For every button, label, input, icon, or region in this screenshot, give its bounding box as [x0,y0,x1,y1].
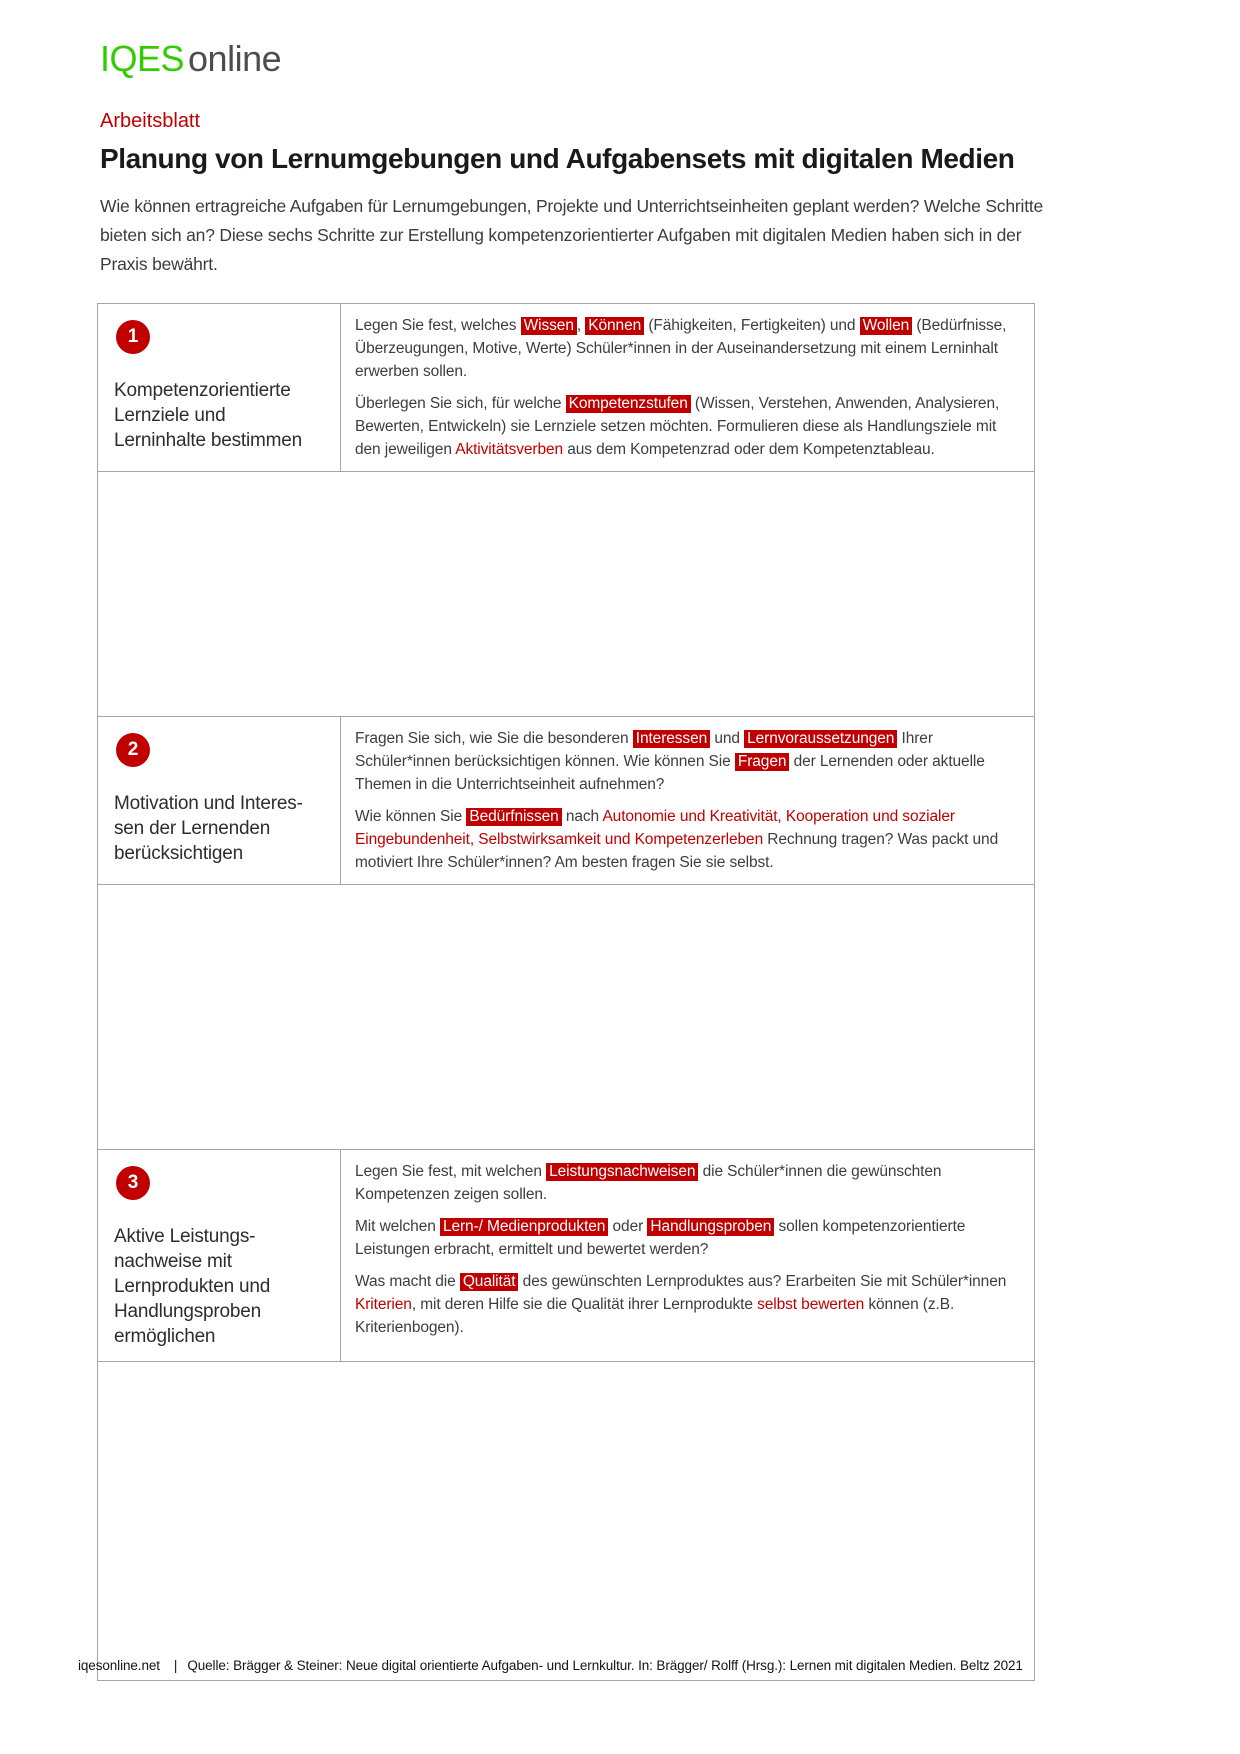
highlighted-term: Wollen [860,317,913,335]
highlighted-term: Kompetenzstufen [566,395,691,413]
red-term: selbst bewerten [757,1296,865,1313]
red-term: Aktivitätsverben [455,441,564,458]
writing-area [98,1362,1034,1680]
highlighted-term: Können [585,317,644,335]
red-term: Kriterien [355,1296,412,1313]
document-type-label: Arbeitsblatt [100,110,201,132]
highlighted-term: Lernvoraussetzungen [744,730,897,748]
step-header-row [98,717,1034,885]
step-label: Motivation und Interes- sen der Lernenden berücksichtigen [114,793,303,864]
step-header-row [98,1150,1034,1362]
highlighted-term: Leistungsnachweisen [546,1163,698,1181]
footer-site: iqesonline.net [78,1658,160,1673]
intro-paragraph: Wie können ertragreiche Aufgaben für Lernumgebungen, Projekte und Unterrichtseinheiten geplant werden? Welche Schritte bieten sich an? Diese sechs Schritte zur Erstellung kompetenzorientierter Aufgaben mit digitalen Medien haben sich in der Praxis bewährt. [100,196,1044,274]
step-number: 2 [127,739,139,760]
highlighted-term: Fragen [735,753,790,771]
footer-separator: | [173,1658,178,1673]
step-description-paragraph: Fragen Sie sich, wie Sie die besonderen Interessen und Lernvoraussetzungen Ihrer Schüler*innen berücksichtigen können. Wie können Sie Fragen der Lernenden oder aktuelle Themen in die Unterrichtseinheit aufnehmen? [355,730,985,793]
step-number-badge [116,733,150,767]
highlighted-term: Lern-/ Medienprodukten [440,1218,608,1236]
step-number-badge [116,320,150,354]
page-title: Planung von Lernumgebungen und Aufgabensets mit digitalen Medien [100,143,1015,174]
footer-source: Quelle: Brägger & Steiner: Neue digital orientierte Aufgaben- und Lernkultur. In: Brägger/ Rolff (Hrsg.): Lernen mit digitalen Medien. Beltz 2021 [187,1658,1023,1673]
step-description [341,717,1034,884]
step-label-cell [98,717,341,884]
logo-text-secondary: online [188,38,282,79]
writing-area [98,885,1034,1150]
step-number: 3 [127,1172,139,1193]
highlighted-term: Interessen [633,730,710,748]
red-term: Autonomie und Kreativität, Kooperation und sozialer Eingebundenheit, Selbstwirksamkeit und Kompetenzerleben [355,808,955,848]
step-description-paragraph: Legen Sie fest, mit welchen Leistungsnachweisen die Schüler*innen die gewünschten Kompetenzen zeigen sollen. [355,1163,942,1203]
highlighted-term: Bedürfnissen [466,808,561,826]
step-label-cell [98,304,341,471]
step-description [341,1150,1034,1361]
step-section [98,304,1034,717]
step-description [341,304,1034,471]
step-description-paragraph: Mit welchen Lern-/ Medienprodukten oder Handlungsproben sollen kompetenzorientierte Leistungen erbracht, ermittelt und bewertet werden? [355,1218,966,1258]
steps-table [97,303,1035,1681]
step-label: Aktive Leistungs- nachweise mit Lernprodukten und Handlungsproben ermöglichen [114,1226,271,1347]
step-label-cell [98,1150,341,1361]
step-section [98,1150,1034,1680]
highlighted-term: Handlungsproben [647,1218,774,1236]
highlighted-term: Qualität [460,1273,519,1291]
step-description-paragraph: Wie können Sie Bedürfnissen nach Autonomie und Kreativität, Kooperation und sozialer Eingebundenheit, Selbstwirksamkeit und Kompetenzerleben Rechnung tragen? Was packt und motiviert Ihre Schüler*innen? Am besten fragen Sie sie selbst. [355,808,999,871]
logo-text-primary: IQES [100,38,185,79]
step-description-paragraph: Was macht die Qualität des gewünschten Lernproduktes aus? Erarbeiten Sie mit Schüler*innen Kriterien, mit deren Hilfe sie die Qualität ihrer Lernprodukte selbst bewerten können (z.B. Kriterienbogen). [355,1273,1007,1336]
step-section [98,717,1034,1150]
footer [78,1657,1198,1675]
step-description-paragraph: Legen Sie fest, welches Wissen , Können (Fähigkeiten, Fertigkeiten) und Wollen (Bedürfnisse, Überzeugungen, Motive, Werte) Schüler*innen in der Auseinandersetzung mit einem Lerninhalt erwerben sollen. [355,317,1007,380]
step-header-row [98,304,1034,472]
writing-area [98,472,1034,717]
step-number-badge [116,1166,150,1200]
step-label: Kompetenzorientierte Lernziele und Lerninhalte bestimmen [114,380,303,451]
step-number: 1 [127,326,139,347]
highlighted-term: Wissen [521,317,577,335]
iqes-online-logo [100,0,1240,78]
step-description-paragraph: Überlegen Sie sich, für welche Kompetenzstufen (Wissen, Verstehen, Anwenden, Analysieren, Bewerten, Entwickeln) sie Lernziele setzen möchten. Formulieren diese als Handlungsziele mit den jeweiligen Aktivitätsverben aus dem Kompetenzrad oder dem Kompetenztableau. [355,395,1000,458]
